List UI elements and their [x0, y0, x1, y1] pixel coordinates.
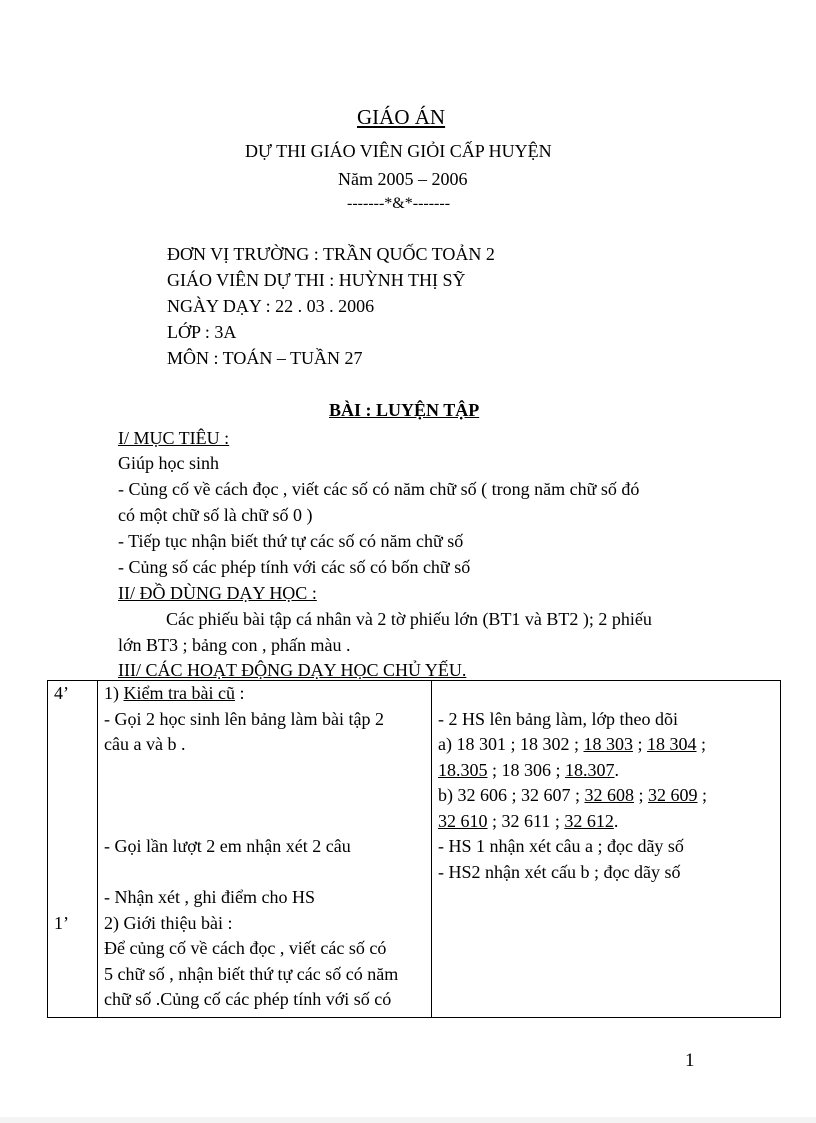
materials-line: Các phiếu bài tập cá nhân và 2 tờ phiếu lớn (BT1 và BT2 ); 2 phiếu [166, 609, 652, 629]
document-title: GIÁO ÁN [357, 105, 446, 129]
objective-line: Giúp học sinh [118, 453, 219, 473]
student-text: - 2 HS lên bảng làm, lớp theo dõi [438, 708, 678, 729]
student-activities-column [432, 681, 781, 1018]
time-value: 1’ [54, 912, 69, 933]
section-heading: 1) Kiểm tra bài cũ : [104, 683, 245, 703]
table-row [48, 681, 781, 1018]
info-subject: MÔN : TOÁN – TUẦN 27 [167, 348, 363, 368]
student-text: - HS2 nhận xét cấu b ; đọc dãy số [438, 861, 681, 882]
materials-line: lớn BT3 ; bảng con , phấn màu . [118, 635, 351, 655]
info-class: LỚP : 3A [167, 322, 237, 342]
lesson-title: BÀI : LUYỆN TẬP [329, 400, 480, 420]
teacher-text: chữ số .Củng cố các phép tính với số có [104, 989, 392, 1009]
teacher-text: - Gọi 2 học sinh lên bảng làm bài tập 2 [104, 708, 384, 729]
teacher-text: Để củng cố về cách đọc , viết các số có [104, 938, 387, 958]
sequence-b-continued: 32 610 ; 32 611 ; 32 612. [438, 810, 619, 831]
objective-line: - Tiếp tục nhận biết thứ tự các số có năm chữ số [118, 531, 464, 551]
activities-table [47, 680, 781, 1018]
info-teacher: GIÁO VIÊN DỰ THI : HUỲNH THỊ SỸ [167, 270, 466, 290]
info-date: NGÀY DẠY : 22 . 03 . 2006 [167, 296, 375, 316]
sequence-a: a) 18 301 ; 18 302 ; 18 303 ; 18 304 ; [438, 734, 707, 754]
school-year: Năm 2005 – 2006 [338, 169, 468, 189]
sequence-b: b) 32 606 ; 32 607 ; 32 608 ; 32 609 ; [438, 785, 708, 805]
sequence-a-continued: 18.305 ; 18 306 ; 18.307. [438, 759, 620, 780]
teacher-text: câu a và b . [104, 734, 186, 754]
materials-heading: II/ ĐỒ DÙNG DẠY HỌC : [118, 583, 317, 603]
teacher-activities-column [98, 681, 432, 1018]
student-text: - HS 1 nhận xét câu a ; đọc dãy số [438, 836, 684, 856]
objective-line: có một chữ số là chữ số 0 ) [118, 505, 313, 525]
objective-line: - Củng cố về cách đọc , viết các số có năm chữ số ( trong năm chữ số đó [118, 479, 640, 499]
page-number: 1 [685, 1050, 695, 1071]
section-heading: 2) Giới thiệu bài : [104, 912, 233, 933]
teacher-text: - Gọi lần lượt 2 em nhận xét 2 câu [104, 836, 351, 856]
page-edge [0, 1117, 816, 1123]
teacher-text: 5 chữ số , nhận biết thứ tự các số có năm [104, 963, 399, 984]
document-subtitle: DỰ THI GIÁO VIÊN GIỎI CẤP HUYỆN [245, 141, 552, 161]
objectives-heading: I/ MỤC TIÊU : [118, 428, 230, 448]
info-school: ĐƠN VỊ TRƯỜNG : TRẦN QUỐC TOẢN 2 [167, 244, 495, 264]
separator: -------*&*------- [347, 195, 451, 212]
time-column [48, 681, 98, 1018]
objective-line: - Củng số các phép tính với các số có bốn chữ số [118, 557, 471, 577]
activities-heading: III/ CÁC HOẠT ĐỘNG DẠY HỌC CHỦ YẾU. [118, 660, 467, 680]
time-value: 4’ [54, 683, 69, 703]
teacher-text: - Nhận xét , ghi điểm cho HS [104, 887, 315, 907]
